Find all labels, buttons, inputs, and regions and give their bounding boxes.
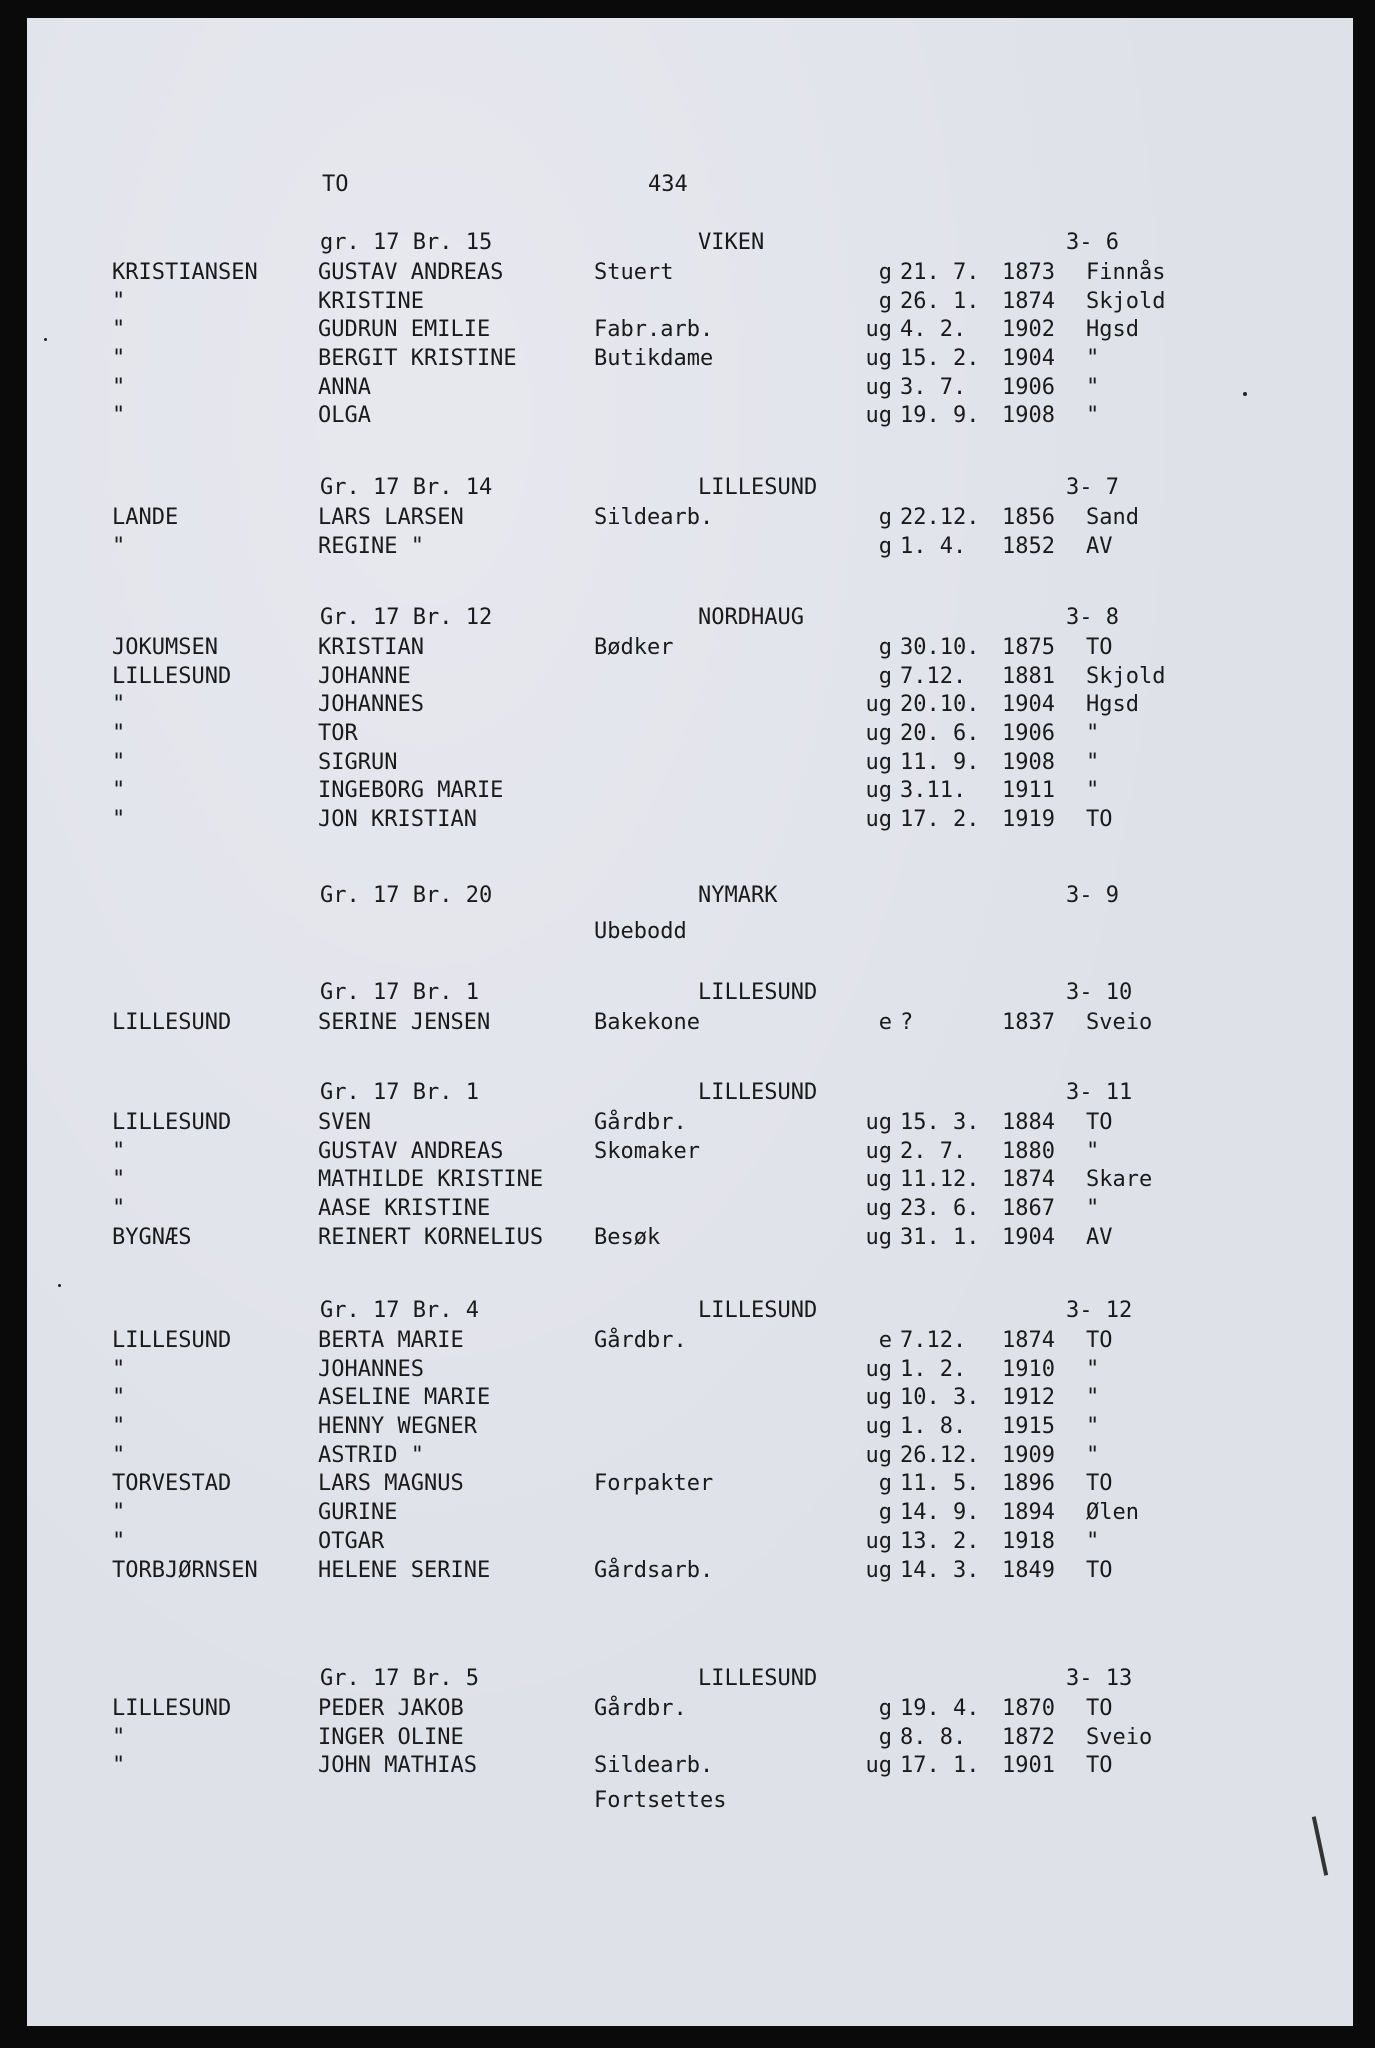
birth-year: 1911 [1002, 778, 1055, 804]
birth-year: 1873 [1002, 260, 1055, 285]
occupation: Skomaker [594, 1138, 700, 1164]
given-name: JOHANNES [318, 692, 424, 718]
occupation: Forpakter [594, 1471, 714, 1497]
marital-status: ug [865, 807, 892, 833]
marital-status: e [878, 1010, 892, 1035]
birth-year: 1894 [1002, 1500, 1055, 1526]
birth-year: 1915 [1002, 1414, 1055, 1440]
birthplace: " [1086, 778, 1100, 804]
marital-status: ug [865, 1442, 892, 1468]
marital-status: ug [865, 1528, 892, 1554]
occupation: Gårdbr. [594, 1110, 687, 1135]
occupation: Stuert [594, 260, 674, 285]
given-name: KRISTINE [318, 288, 424, 314]
given-name: SERINE JENSEN [318, 1010, 491, 1035]
section-code: 3- 9 [1066, 883, 1119, 908]
person-row [0, 317, 1375, 346]
speck [58, 1284, 61, 1287]
speck [1243, 392, 1247, 396]
surname: " [112, 1442, 126, 1468]
section-gr-br: Gr. 17 Br. 12 [320, 605, 493, 630]
surname: LANDE [112, 505, 179, 530]
birth-year: 1852 [1002, 533, 1055, 559]
section-place: LILLESUND [698, 1666, 818, 1691]
person-row [0, 1443, 1375, 1472]
household-section [0, 605, 1375, 836]
birthplace: " [1086, 1356, 1100, 1382]
surname: " [112, 533, 126, 559]
occupation: Sildearb. [594, 1753, 714, 1779]
household-section [0, 1298, 1375, 1586]
household-section [0, 475, 1375, 562]
birth-date: 13. 2. [900, 1528, 980, 1554]
marital-status: g [878, 533, 892, 559]
section-header [0, 1298, 1375, 1328]
person-row [0, 750, 1375, 779]
continued-note: Fortsettes [594, 1788, 727, 1813]
section-gr-br: Gr. 17 Br. 14 [320, 475, 493, 500]
surname: " [112, 778, 126, 804]
marital-status: ug [865, 1414, 892, 1440]
given-name: BERGIT KRISTINE [318, 346, 517, 372]
household-section [0, 230, 1375, 432]
birthplace: AV [1086, 1224, 1113, 1250]
birthplace: " [1086, 1414, 1100, 1440]
person-row [0, 635, 1375, 664]
birth-year: 1870 [1002, 1696, 1055, 1721]
given-name: JOHN MATHIAS [318, 1753, 477, 1779]
birthplace: TO [1086, 635, 1113, 660]
person-row [0, 1139, 1375, 1168]
marital-status: g [878, 288, 892, 314]
person-row [0, 664, 1375, 693]
occupation: Gårdbr. [594, 1328, 687, 1353]
marital-status: ug [865, 1110, 892, 1135]
given-name: ASTRID " [318, 1442, 424, 1468]
birth-date: 11. 9. [900, 749, 980, 775]
given-name: GURINE [318, 1500, 398, 1526]
birthplace: " [1086, 749, 1100, 775]
person-row [0, 1328, 1375, 1357]
surname: JOKUMSEN [112, 635, 218, 660]
birth-year: 1867 [1002, 1196, 1055, 1222]
birth-date: 26.12. [900, 1442, 980, 1468]
section-gr-br: Gr. 17 Br. 1 [320, 980, 479, 1005]
birth-year: 1880 [1002, 1138, 1055, 1164]
district-code: TO [322, 172, 349, 197]
speck [44, 338, 47, 341]
given-name: SIGRUN [318, 749, 398, 775]
birth-year: 1904 [1002, 346, 1055, 372]
birth-year: 1872 [1002, 1724, 1055, 1750]
birth-date: 7.12. [900, 663, 967, 689]
surname: " [112, 1167, 126, 1193]
section-header [0, 475, 1375, 505]
given-name: LARS LARSEN [318, 505, 464, 530]
marital-status: ug [865, 721, 892, 747]
surname: " [112, 1528, 126, 1554]
birth-date: 23. 6. [900, 1196, 980, 1222]
marital-status: ug [865, 346, 892, 372]
section-header [0, 605, 1375, 635]
birth-date: 31. 1. [900, 1224, 980, 1250]
person-row [0, 1167, 1375, 1196]
person-row [0, 260, 1375, 289]
birth-date: 3. 7. [900, 374, 967, 400]
section-gr-br: Gr. 17 Br. 4 [320, 1298, 479, 1323]
given-name: JOHANNES [318, 1356, 424, 1382]
birthplace: Sveio [1086, 1010, 1153, 1035]
marital-status: ug [865, 317, 892, 343]
marital-status: ug [865, 1356, 892, 1382]
person-row [0, 1500, 1375, 1529]
marital-status: g [878, 663, 892, 689]
birth-year: 1884 [1002, 1110, 1055, 1135]
person-row [0, 1529, 1375, 1558]
birth-date: 11.12. [900, 1167, 980, 1193]
section-place: NORDHAUG [698, 605, 804, 630]
surname: " [112, 374, 126, 400]
birthplace: " [1086, 1385, 1100, 1411]
birthplace: Skare [1086, 1167, 1153, 1193]
surname: LILLESUND [112, 1110, 232, 1135]
given-name: GUSTAV ANDREAS [318, 260, 504, 285]
section-code: 3- 12 [1066, 1298, 1133, 1323]
section-place: VIKEN [698, 230, 765, 255]
birth-date: 21. 7. [900, 260, 980, 285]
marital-status: e [878, 1328, 892, 1353]
birth-year: 1896 [1002, 1471, 1055, 1497]
person-row [0, 1696, 1375, 1725]
given-name: HENNY WEGNER [318, 1414, 477, 1440]
birth-date: 15. 3. [900, 1110, 980, 1135]
person-row [0, 1110, 1375, 1139]
birthplace: " [1086, 374, 1100, 400]
birth-year: 1856 [1002, 505, 1055, 530]
surname: BYGNÆS [112, 1224, 192, 1250]
section-header [0, 1666, 1375, 1696]
marital-status: ug [865, 1224, 892, 1250]
birth-year: 1901 [1002, 1753, 1055, 1779]
birthplace: Hgsd [1086, 692, 1139, 718]
given-name: INGEBORG MARIE [318, 778, 504, 804]
birth-date: 20. 6. [900, 721, 980, 747]
person-row [0, 375, 1375, 404]
birthplace: TO [1086, 1696, 1113, 1721]
birth-date: 17. 2. [900, 807, 980, 833]
birthplace: " [1086, 346, 1100, 372]
given-name: ANNA [318, 374, 371, 400]
birth-date: 22.12. [900, 505, 980, 530]
marital-status: ug [865, 1138, 892, 1164]
surname: " [112, 317, 126, 343]
section-place: LILLESUND [698, 475, 818, 500]
birthplace: Skjold [1086, 288, 1166, 314]
marital-status: ug [865, 1557, 892, 1583]
birth-date: 8. 8. [900, 1724, 967, 1750]
birth-year: 1875 [1002, 635, 1055, 660]
birth-year: 1902 [1002, 317, 1055, 343]
household-section [0, 1666, 1375, 1782]
birth-date: 1. 2. [900, 1356, 967, 1382]
marital-status: g [878, 635, 892, 660]
birthplace: Sand [1086, 505, 1139, 530]
given-name: PEDER JAKOB [318, 1696, 464, 1721]
marital-status: ug [865, 692, 892, 718]
person-row [0, 1225, 1375, 1254]
birthplace: " [1086, 1196, 1100, 1222]
person-row [0, 346, 1375, 375]
birth-year: 1874 [1002, 288, 1055, 314]
birth-date: 10. 3. [900, 1385, 980, 1411]
surname: " [112, 1196, 126, 1222]
section-header [0, 883, 1375, 913]
birthplace: " [1086, 1138, 1100, 1164]
birth-year: 1919 [1002, 807, 1055, 833]
given-name: HELENE SERINE [318, 1557, 491, 1583]
surname: KRISTIANSEN [112, 260, 258, 285]
marital-status: ug [865, 1167, 892, 1193]
birth-date: 26. 1. [900, 288, 980, 314]
surname: " [112, 346, 126, 372]
birth-year: 1849 [1002, 1557, 1055, 1583]
section-note-text: Ubebodd [594, 919, 687, 944]
household-section [0, 980, 1375, 1039]
birth-date: 14. 3. [900, 1557, 980, 1583]
section-gr-br: Gr. 17 Br. 5 [320, 1666, 479, 1691]
birthplace: TO [1086, 807, 1113, 833]
occupation: Bakekone [594, 1010, 700, 1035]
person-row [0, 1196, 1375, 1225]
person-row [0, 778, 1375, 807]
section-place: NYMARK [698, 883, 778, 908]
given-name: LARS MAGNUS [318, 1471, 464, 1497]
surname: " [112, 807, 126, 833]
birth-date: 19. 9. [900, 403, 980, 429]
birth-year: 1908 [1002, 403, 1055, 429]
birthplace: TO [1086, 1753, 1113, 1779]
given-name: TOR [318, 721, 358, 747]
section-code: 3- 8 [1066, 605, 1119, 630]
occupation: Sildearb. [594, 505, 714, 530]
given-name: INGER OLINE [318, 1724, 464, 1750]
given-name: AASE KRISTINE [318, 1196, 491, 1222]
birth-year: 1912 [1002, 1385, 1055, 1411]
given-name: REGINE " [318, 533, 424, 559]
surname: " [112, 1138, 126, 1164]
marital-status: ug [865, 749, 892, 775]
birth-year: 1908 [1002, 749, 1055, 775]
given-name: SVEN [318, 1110, 371, 1135]
surname: TORVESTAD [112, 1471, 232, 1497]
birthplace: TO [1086, 1471, 1113, 1497]
birthplace: Sveio [1086, 1724, 1153, 1750]
page-number: 434 [648, 172, 688, 197]
birthplace: " [1086, 1442, 1100, 1468]
birthplace: Hgsd [1086, 317, 1139, 343]
section-gr-br: Gr. 17 Br. 20 [320, 883, 493, 908]
marital-status: g [878, 505, 892, 530]
birth-year: 1906 [1002, 374, 1055, 400]
section-code: 3- 13 [1066, 1666, 1133, 1691]
birth-date: 11. 5. [900, 1471, 980, 1497]
birth-year: 1881 [1002, 663, 1055, 689]
birth-date: 30.10. [900, 635, 980, 660]
section-header [0, 230, 1375, 260]
surname: TORBJØRNSEN [112, 1557, 258, 1583]
person-row [0, 1471, 1375, 1500]
surname: " [112, 1500, 126, 1526]
surname: " [112, 749, 126, 775]
surname: " [112, 1414, 126, 1440]
occupation: Butikdame [594, 346, 714, 372]
occupation: Besøk [594, 1224, 661, 1250]
marital-status: g [878, 260, 892, 285]
surname: " [112, 1724, 126, 1750]
section-header [0, 980, 1375, 1010]
section-place: LILLESUND [698, 1080, 818, 1105]
marital-status: g [878, 1500, 892, 1526]
birth-date: 20.10. [900, 692, 980, 718]
birth-year: 1910 [1002, 1356, 1055, 1382]
birth-year: 1909 [1002, 1442, 1055, 1468]
birthplace: AV [1086, 533, 1113, 559]
person-row [0, 505, 1375, 534]
person-row [0, 1385, 1375, 1414]
occupation: Bødker [594, 635, 674, 660]
section-header [0, 1080, 1375, 1110]
household-section [0, 883, 1375, 943]
person-row [0, 1558, 1375, 1587]
marital-status: ug [865, 778, 892, 804]
given-name: GUSTAV ANDREAS [318, 1138, 504, 1164]
given-name: REINERT KORNELIUS [318, 1224, 544, 1250]
birth-date: 17. 1. [900, 1753, 980, 1779]
marital-status: ug [865, 1753, 892, 1779]
person-row [0, 289, 1375, 318]
birth-year: 1874 [1002, 1328, 1055, 1353]
marital-status: g [878, 1724, 892, 1750]
given-name: OLGA [318, 403, 371, 429]
section-code: 3- 11 [1066, 1080, 1133, 1105]
section-place: LILLESUND [698, 980, 818, 1005]
person-row [0, 1010, 1375, 1039]
person-row [0, 692, 1375, 721]
surname: LILLESUND [112, 663, 232, 689]
surname: " [112, 1753, 126, 1779]
section-code: 3- 6 [1066, 230, 1119, 255]
birth-year: 1918 [1002, 1528, 1055, 1554]
birth-date: 19. 4. [900, 1696, 980, 1721]
birth-year: 1904 [1002, 1224, 1055, 1250]
birth-date: 15. 2. [900, 346, 980, 372]
birthplace: " [1086, 1528, 1100, 1554]
section-note [0, 913, 1375, 943]
birthplace: Ølen [1086, 1500, 1139, 1526]
surname: " [112, 692, 126, 718]
given-name: MATHILDE KRISTINE [318, 1167, 544, 1193]
birth-year: 1837 [1002, 1010, 1055, 1035]
birthplace: TO [1086, 1557, 1113, 1583]
birth-date: 1. 8. [900, 1414, 967, 1440]
surname: LILLESUND [112, 1010, 232, 1035]
birthplace: Skjold [1086, 663, 1166, 689]
marital-status: ug [865, 403, 892, 429]
person-row [0, 1357, 1375, 1386]
person-row [0, 534, 1375, 563]
surname: " [112, 721, 126, 747]
section-place: LILLESUND [698, 1298, 818, 1323]
birth-year: 1906 [1002, 721, 1055, 747]
birth-date: 7.12. [900, 1328, 967, 1353]
birth-year: 1904 [1002, 692, 1055, 718]
given-name: KRISTIAN [318, 635, 424, 660]
surname: LILLESUND [112, 1328, 232, 1353]
birth-date: 4. 2. [900, 317, 967, 343]
birth-date: 14. 9. [900, 1500, 980, 1526]
section-code: 3- 7 [1066, 475, 1119, 500]
person-row [0, 403, 1375, 432]
section-gr-br: Gr. 17 Br. 1 [320, 1080, 479, 1105]
given-name: BERTA MARIE [318, 1328, 464, 1353]
birth-date: ? [900, 1010, 914, 1035]
surname: " [112, 1385, 126, 1411]
given-name: JON KRISTIAN [318, 807, 477, 833]
birth-date: 1. 4. [900, 533, 967, 559]
person-row [0, 1725, 1375, 1754]
occupation: Gårdsarb. [594, 1557, 714, 1583]
birthplace: Finnås [1086, 260, 1166, 285]
surname: " [112, 288, 126, 314]
person-row [0, 721, 1375, 750]
occupation: Gårdbr. [594, 1696, 687, 1721]
marital-status: g [878, 1471, 892, 1497]
surname: LILLESUND [112, 1696, 232, 1721]
surname: " [112, 403, 126, 429]
person-row [0, 1414, 1375, 1443]
birth-date: 2. 7. [900, 1138, 967, 1164]
marital-status: ug [865, 374, 892, 400]
birthplace: TO [1086, 1328, 1113, 1353]
surname: " [112, 1356, 126, 1382]
household-section [0, 1080, 1375, 1253]
occupation: Fabr.arb. [594, 317, 714, 343]
birth-date: 3.11. [900, 778, 967, 804]
marital-status: ug [865, 1196, 892, 1222]
given-name: GUDRUN EMILIE [318, 317, 491, 343]
given-name: ASELINE MARIE [318, 1385, 491, 1411]
birthplace: " [1086, 721, 1100, 747]
birth-year: 1874 [1002, 1167, 1055, 1193]
marital-status: g [878, 1696, 892, 1721]
person-row [0, 807, 1375, 836]
section-code: 3- 10 [1066, 980, 1133, 1005]
birthplace: " [1086, 403, 1100, 429]
person-row [0, 1753, 1375, 1782]
given-name: OTGAR [318, 1528, 385, 1554]
marital-status: ug [865, 1385, 892, 1411]
birthplace: TO [1086, 1110, 1113, 1135]
given-name: JOHANNE [318, 663, 411, 689]
section-gr-br: gr. 17 Br. 15 [320, 230, 493, 255]
